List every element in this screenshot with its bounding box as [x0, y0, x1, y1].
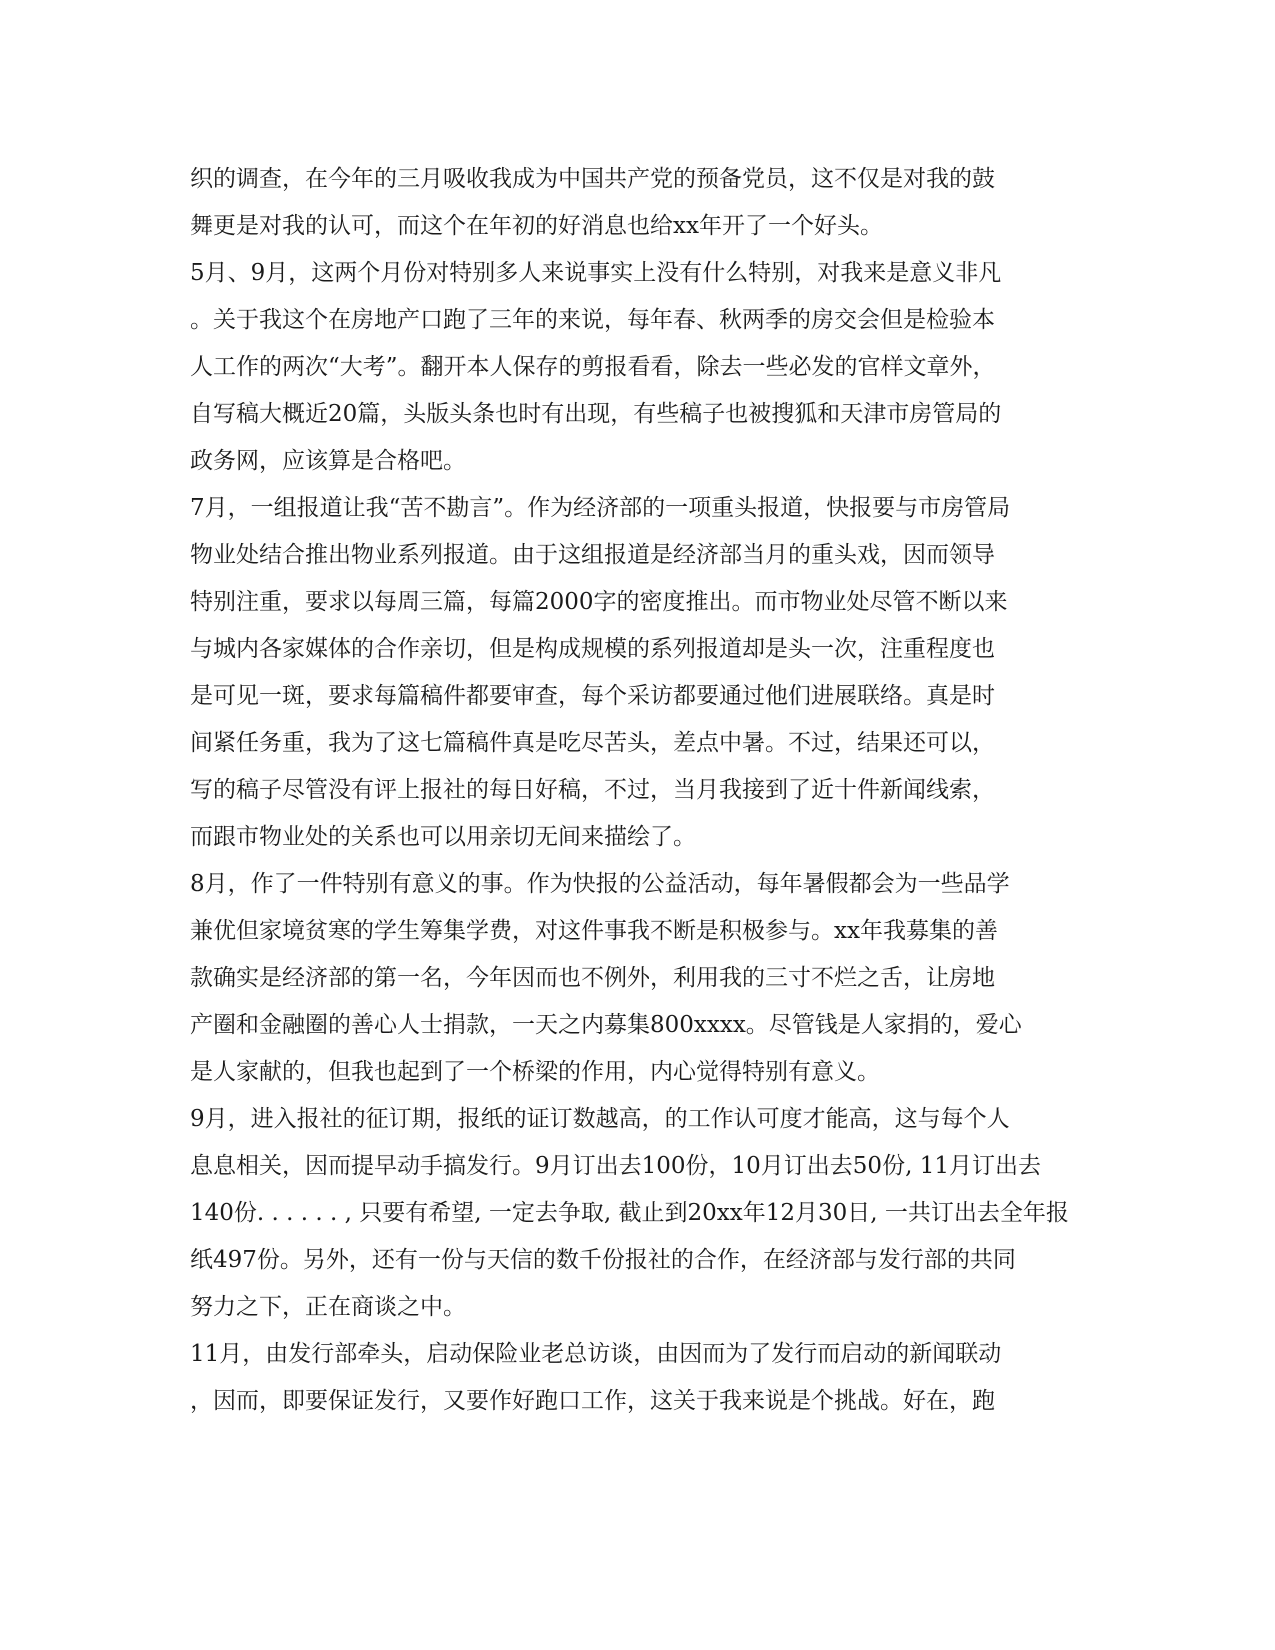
- text-line: 织的调查，在今年的三月吸收我成为中国共产党的预备党员，这不仅是对我的鼓: [190, 166, 995, 192]
- text-line: 而跟市物业处的关系也可以用亲切无间来描绘了。: [190, 824, 696, 850]
- text-line: 是人家献的，但我也起到了一个桥梁的作用，内心觉得特别有意义。: [190, 1059, 880, 1085]
- text-line: 特别注重，要求以每周三篇，每篇2000字的密度推出。而市物业处尽管不断以来: [190, 589, 1008, 615]
- text-line: ，因而，即要保证发行，又要作好跑口工作，这关于我来说是个挑战。好在，跑: [190, 1388, 995, 1414]
- text-line: 款确实是经济部的第一名，今年因而也不例外，利用我的三寸不烂之舌，让房地: [190, 965, 995, 991]
- text-line: 产圈和金融圈的善心人士捐款，一天之内募集800xxxx。尽管钱是人家捐的，爱心: [190, 1012, 1022, 1038]
- text-line: 努力之下，正在商谈之中。: [190, 1294, 466, 1320]
- text-line: 与城内各家媒体的合作亲切，但是构成规模的系列报道却是头一次，注重程度也: [190, 636, 995, 662]
- text-line: 兼优但家境贫寒的学生筹集学费，对这件事我不断是积极参与。xx年我募集的善: [190, 918, 998, 944]
- text-line: 9月，进入报社的征订期，报纸的证订数越高，的工作认可度才能高，这与每个人: [190, 1106, 1010, 1132]
- text-line: 自写稿大概近20篇，头版头条也时有出现，有些稿子也被搜狐和天津市房管局的: [190, 401, 1002, 427]
- text-line: 7月，一组报道让我“苦不勘言”。作为经济部的一项重头报道，快报要与市房管局: [190, 495, 1011, 521]
- text-line: 5月、9月，这两个月份对特别多人来说事实上没有什么特别，对我来是意义非凡: [190, 260, 1002, 286]
- text-line: 140份. . . . . . , 只要有希望, 一定去争取, 截止到20xx年12月30日, 一共订出去全年报: [190, 1200, 1069, 1226]
- text-line: 11月，由发行部牵头，启动保险业老总访谈，由因而为了发行而启动的新闻联动: [190, 1341, 1002, 1367]
- text-line: 间紧任务重，我为了这七篇稿件真是吃尽苦头，差点中暑。不过，结果还可以，: [190, 730, 995, 756]
- text-line: 8月，作了一件特别有意义的事。作为快报的公益活动，每年暑假都会为一些品学: [190, 871, 1010, 897]
- document-body: [190, 156, 1090, 1425]
- text-line: 息息相关，因而提早动手搞发行。9月订出去100份，10月订出去50份, 11月订出去: [190, 1153, 1041, 1179]
- text-line: 舞更是对我的认可，而这个在年初的好消息也给xx年开了一个好头。: [190, 213, 883, 239]
- text-line: 物业处结合推出物业系列报道。由于这组报道是经济部当月的重头戏，因而领导: [190, 542, 995, 568]
- text-line: 纸497份。另外，还有一份与天信的数千份报社的合作，在经济部与发行部的共同: [190, 1247, 1016, 1273]
- text-line: 。关于我这个在房地产口跑了三年的来说，每年春、秋两季的房交会但是检验本: [190, 307, 995, 333]
- text-line: 人工作的两次“大考”。翻开本人保存的剪报看看，除去一些必发的官样文章外，: [190, 354, 996, 380]
- text-line: 是可见一斑，要求每篇稿件都要审查，每个采访都要通过他们进展联络。真是时: [190, 683, 995, 709]
- text-line: 写的稿子尽管没有评上报社的每日好稿，不过，当月我接到了近十件新闻线索，: [190, 777, 995, 803]
- text-line: 政务网，应该算是合格吧。: [190, 448, 466, 474]
